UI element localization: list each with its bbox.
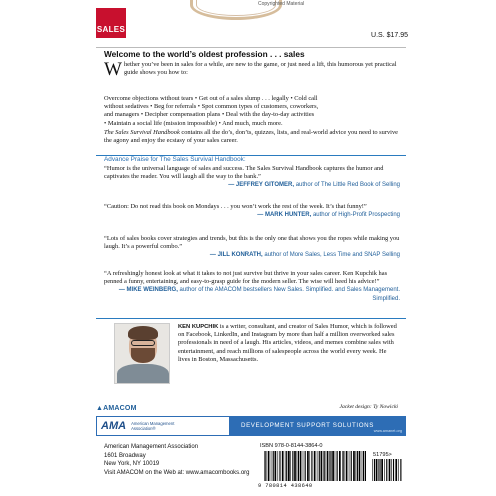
book-title: The Sales Survival Handbook	[104, 129, 180, 136]
quote-text: “Caution: Do not read this book on Mondays . . . you won’t work the rest of the week. It’s that funny!”	[104, 203, 367, 210]
isbn-label: ISBN 978-0-8144-3864-0	[260, 443, 323, 449]
publisher-tagline: DEVELOPMENT SUPPORT SOLUTIONS	[241, 422, 374, 429]
price-label: U.S. $17.95	[371, 32, 408, 39]
summary-paragraph	[104, 129, 400, 145]
quote-text: “Lots of sales books cover strategies and trends, but this is the only one that shows you the ropes while making you laugh. It’s a powerful combo.”	[104, 235, 400, 251]
quote-attribution: — MIKE WEINBERG, author of the AMACOM bestsellers New Sales. Simplified. and Sales Management. Simplified.	[118, 287, 400, 302]
praise-heading: Advance Praise for The Sales Survival Handbook:	[104, 156, 246, 163]
praise-quote	[104, 235, 400, 260]
jacket-credit: Jacket design: Ty Nowicki	[339, 404, 398, 410]
publisher-address: American Management Association 1601 Broadway New York, NY 10019 Visit AMACOM on the Web at: www.amacombooks.org	[104, 444, 250, 476]
price-barcode	[372, 459, 402, 481]
intro-text: hether you’ve been in sales for a while, are new to the game, or just need a lift, this humorous yet practical guide shows you how to:	[123, 61, 397, 77]
praise-quote	[104, 270, 400, 303]
praise-quote	[104, 203, 400, 219]
publisher-banner	[96, 416, 406, 436]
ama-logo-box	[96, 416, 230, 436]
quote-attribution: — JILL KONRATH, author of More Sales, Less Time and SNAP Selling	[209, 252, 400, 259]
price-code: 51795>	[373, 452, 392, 458]
category-tab: SALES	[96, 8, 126, 38]
author-photo	[114, 323, 170, 384]
quote-text: “A refreshingly honest look at what it takes to not just survive but thrive in your sales career. Ken Kupchik has penned a funny, entertaining, and easy-to-grasp guide for the modern seller. The wise will heed his advice!”	[104, 270, 388, 286]
bullet-line: • Maintain a social life (mission impossible) • And much, much more.	[104, 119, 283, 127]
intro-paragraph	[104, 61, 400, 78]
amacom-logo: ▲AMACOM	[96, 405, 137, 412]
bullet-line: Overcome objections without tears • Get out of a sales slump . . . legally • Cold call	[104, 95, 318, 102]
praise-quote	[104, 165, 400, 190]
summary-text: contains all the do’s, don’ts, quizzes, lists, and real-world advice you need to survive the agony and enjoy the ecstasy of your sales career.	[104, 129, 398, 145]
copyright-watermark: Copyrighted Material	[258, 1, 305, 7]
ama-logo: AMA	[101, 420, 127, 432]
quote-text: “Humor is the universal language of sales and success. The Sales Survival Handbook captures the humor and captivates the reader. You will laugh all the way to the bank.”	[104, 165, 384, 181]
bullet-line: and managers • Decipher compensation plans • Deal with the day-to-day activities	[104, 111, 315, 119]
author-name: KEN KUPCHIK	[178, 324, 219, 330]
quote-attribution: — MARK HUNTER, author of High-Profit Prospecting	[257, 212, 400, 219]
divider-top	[96, 47, 406, 48]
author-bio	[178, 323, 400, 364]
quote-attribution: — JEFFREY GITOMER, author of The Little Red Book of Selling	[228, 182, 400, 189]
publisher-url: www.amanet.org	[373, 429, 402, 433]
bio-text: is a writer, consultant, and creator of Sales Humor, which is followed on Facebook, LinkedIn, and Instagram by more than half a million overworked sales professionals in need of a laugh. His articles, videos, and memes combine sales with entertainment, and reach millions of salespeople across the world every week. He lives in Boston, Massachusetts.	[178, 323, 397, 363]
bullet-list	[104, 95, 400, 128]
book-back-cover	[82, 0, 420, 496]
drop-cap: W	[104, 59, 122, 80]
ama-full-name: American Management Association®	[131, 421, 175, 431]
barcode-digits: 9 780814 438640	[258, 483, 313, 489]
bullet-line: without sedatives • Beg for referrals • Spot common types of customers, coworkers,	[104, 103, 319, 111]
isbn-barcode	[264, 451, 366, 481]
divider-bio	[96, 318, 406, 319]
headline: Welcome to the world’s oldest profession . . . sales	[104, 49, 305, 59]
